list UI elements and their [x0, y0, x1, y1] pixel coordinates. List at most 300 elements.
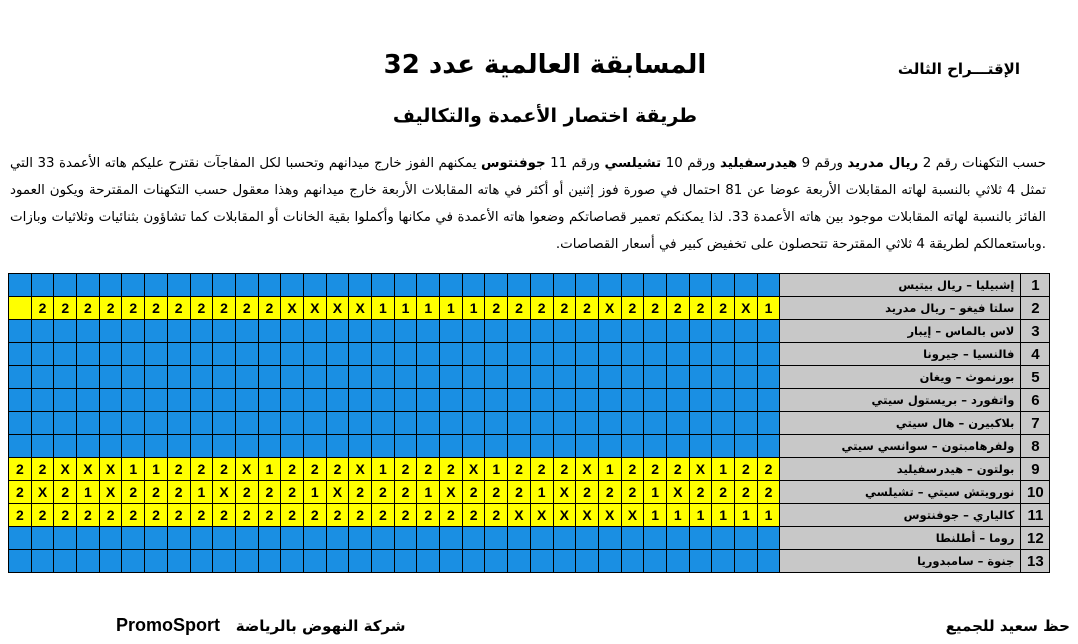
grid-cell [621, 389, 644, 412]
grid-cell [122, 366, 145, 389]
grid-cell [303, 366, 326, 389]
grid-cell [372, 274, 395, 297]
grid-cell [757, 366, 780, 389]
grid-cell [31, 435, 54, 458]
grid-cell [372, 320, 395, 343]
grid-cell [576, 389, 599, 412]
page-subtitle: طريقة اختصار الأعمدة والتكاليف [392, 105, 698, 127]
grid-cell [31, 412, 54, 435]
grid-cell [9, 320, 32, 343]
grid-row [9, 458, 1050, 481]
grid-cell [553, 274, 576, 297]
grid-cell [417, 343, 440, 366]
grid-cell: 2 [644, 458, 667, 481]
grid-cell [281, 366, 304, 389]
grid-cell [99, 435, 122, 458]
grid-cell [440, 550, 463, 573]
grid-cell [349, 412, 372, 435]
match-label: بلاكبيرن – هال سيتي [780, 412, 1021, 435]
grid-cell [666, 550, 689, 573]
grid-cell [689, 550, 712, 573]
grid-cell [394, 550, 417, 573]
grid-cell [644, 343, 667, 366]
grid-cell [258, 527, 281, 550]
grid-row [9, 481, 1050, 504]
grid-cell: 2 [485, 504, 508, 527]
grid-cell: 1 [712, 458, 735, 481]
grid-cell [530, 435, 553, 458]
grid-cell [485, 343, 508, 366]
grid-cell: 1 [417, 481, 440, 504]
grid-cell [145, 274, 168, 297]
match-number: 2 [1021, 297, 1050, 320]
match-label: بولتون – هيدرسفيليد [780, 458, 1021, 481]
grid-cell: X [349, 297, 372, 320]
grid-row [9, 504, 1050, 527]
grid-cell: X [598, 297, 621, 320]
grid-cell: 2 [530, 297, 553, 320]
grid-cell [167, 320, 190, 343]
grid-cell: 2 [757, 458, 780, 481]
grid-cell [553, 320, 576, 343]
grid-cell [508, 412, 531, 435]
grid-cell [326, 435, 349, 458]
grid-cell [553, 527, 576, 550]
grid-cell [213, 320, 236, 343]
grid-cell [9, 274, 32, 297]
grid-cell: 2 [99, 504, 122, 527]
grid-cell [576, 527, 599, 550]
grid-cell [394, 412, 417, 435]
grid-cell: 2 [281, 458, 304, 481]
grid-cell: 2 [145, 297, 168, 320]
grid-cell [417, 320, 440, 343]
grid-cell: 2 [326, 458, 349, 481]
grid-cell [303, 320, 326, 343]
grid-cell [508, 550, 531, 573]
grid-cell [190, 550, 213, 573]
grid-cell: 2 [258, 504, 281, 527]
grid-cell: 1 [757, 504, 780, 527]
grid-cell [621, 343, 644, 366]
prediction-grid [8, 273, 1050, 573]
grid-cell [440, 435, 463, 458]
grid-cell [757, 550, 780, 573]
grid-cell [508, 366, 531, 389]
grid-cell: 2 [303, 504, 326, 527]
grid-cell [213, 389, 236, 412]
match-label: نورويتش سيتي – تشيلسي [780, 481, 1021, 504]
grid-cell: 2 [576, 481, 599, 504]
grid-cell [303, 435, 326, 458]
grid-cell [235, 412, 258, 435]
grid-cell: 2 [167, 504, 190, 527]
grid-cell [598, 527, 621, 550]
grid-cell: 1 [417, 297, 440, 320]
grid-cell [303, 527, 326, 550]
grid-cell: 2 [440, 458, 463, 481]
grid-cell [258, 274, 281, 297]
grid-cell: 2 [31, 458, 54, 481]
grid-row [9, 366, 1050, 389]
grid-cell: X [99, 481, 122, 504]
grid-cell [54, 435, 77, 458]
grid-cell [303, 274, 326, 297]
grid-cell [394, 389, 417, 412]
grid-cell: 2 [122, 481, 145, 504]
grid-cell: X [508, 504, 531, 527]
grid-cell: X [576, 504, 599, 527]
grid-cell [712, 550, 735, 573]
grid-cell [712, 527, 735, 550]
grid-cell [689, 389, 712, 412]
grid-cell: 2 [394, 504, 417, 527]
grid-cell [757, 343, 780, 366]
grid-cell: 2 [145, 504, 168, 527]
grid-cell: 2 [689, 481, 712, 504]
grid-cell: 2 [394, 458, 417, 481]
grid-cell [77, 274, 100, 297]
grid-cell: 2 [372, 481, 395, 504]
grid-cell [303, 389, 326, 412]
grid-cell: 2 [213, 297, 236, 320]
grid-cell: X [735, 297, 758, 320]
grid-cell [553, 343, 576, 366]
grid-cell: 2 [349, 504, 372, 527]
grid-cell [190, 274, 213, 297]
grid-cell [689, 320, 712, 343]
grid-cell: 2 [235, 297, 258, 320]
grid-cell [31, 550, 54, 573]
grid-cell: 2 [757, 481, 780, 504]
grid-cell [99, 366, 122, 389]
grid-cell [213, 435, 236, 458]
match-label: روما – أطلنطا [780, 527, 1021, 550]
grid-cell: 1 [712, 504, 735, 527]
grid-cell: 2 [9, 481, 32, 504]
grid-cell: 2 [621, 481, 644, 504]
grid-cell [145, 366, 168, 389]
grid-cell [99, 320, 122, 343]
grid-cell: 2 [417, 458, 440, 481]
grid-cell [167, 343, 190, 366]
grid-cell: 2 [485, 297, 508, 320]
grid-cell [190, 343, 213, 366]
grid-cell: 2 [213, 504, 236, 527]
match-number: 5 [1021, 366, 1050, 389]
grid-cell [485, 550, 508, 573]
grid-cell [99, 550, 122, 573]
grid-cell [462, 343, 485, 366]
grid-cell [213, 274, 236, 297]
grid-cell [462, 274, 485, 297]
grid-cell: 2 [530, 458, 553, 481]
grid-cell: 2 [508, 297, 531, 320]
grid-cell [462, 527, 485, 550]
grid-cell [576, 412, 599, 435]
grid-cell [258, 550, 281, 573]
grid-cell [485, 527, 508, 550]
grid-cell [735, 343, 758, 366]
grid-cell [303, 412, 326, 435]
company-credit [116, 615, 406, 636]
grid-cell [349, 527, 372, 550]
grid-cell [213, 550, 236, 573]
grid-cell [54, 550, 77, 573]
grid-cell [440, 412, 463, 435]
intro-paragraph: حسب التكهنات رقم 2 ريال مدريد ورقم 9 هيدرسفيليد ورقم 10 تشيلسي ورقم 11 جوفنتوس يمكنهم الفوز خارج ميدانهم وتحسبا لكل المفاجآت نقترح عليكم هاته الأعمدة 33 التي تمثل 4 ثلاثي بالنسبة لهاته المقابلات الأربعة عوضا عن 81 احتمال في صورة فوز إثنين أو أكثر في هاته المقابلات الأربعة خارج ميدانهم وهذا معقول حسب التكهنات المقترحة ويكون العمود الفائز بالنسبة لهاته المقابلات موجود بين هاته الأعمدة 33. لذا يمكنكم تعمير قصاصاتكم وضعوا هاته الأعمدة في مكانها وأكملوا بقية الخانات أو المقابلات كما تشاؤون بثنائيات وثلاثيات وبازات .وباستعمالكم لطريقة 4 ثلاثي المقترحة تتحصلون على تخفيض كبير في أسعار القصاصات. [10, 156, 1046, 252]
grid-cell [167, 389, 190, 412]
grid-cell: 1 [122, 458, 145, 481]
grid-cell [621, 274, 644, 297]
grid-cell: X [553, 481, 576, 504]
grid-cell [281, 320, 304, 343]
grid-cell [122, 412, 145, 435]
grid-cell: 2 [145, 481, 168, 504]
grid-cell: 2 [417, 504, 440, 527]
grid-cell [598, 389, 621, 412]
grid-cell [757, 527, 780, 550]
grid-cell [644, 389, 667, 412]
match-number: 12 [1021, 527, 1050, 550]
grid-cell: 2 [666, 458, 689, 481]
grid-cell [190, 412, 213, 435]
grid-cell [258, 366, 281, 389]
grid-cell [712, 412, 735, 435]
grid-cell [9, 412, 32, 435]
grid-row [9, 435, 1050, 458]
grid-cell: 2 [31, 504, 54, 527]
brand-name: PromoSport [116, 615, 221, 635]
grid-cell [99, 527, 122, 550]
grid-cell [213, 527, 236, 550]
grid-cell [666, 389, 689, 412]
proposal-label: الإقتـــراح الثالث [897, 60, 1020, 78]
grid-cell: 2 [258, 297, 281, 320]
grid-cell [440, 389, 463, 412]
grid-cell: X [553, 504, 576, 527]
grid-cell: 2 [644, 297, 667, 320]
grid-cell [9, 527, 32, 550]
grid-cell [689, 527, 712, 550]
grid-cell [712, 320, 735, 343]
grid-cell: 2 [462, 481, 485, 504]
grid-cell [145, 343, 168, 366]
grid-cell [145, 527, 168, 550]
grid-cell [281, 550, 304, 573]
grid-cell [530, 527, 553, 550]
grid-cell [689, 343, 712, 366]
grid-cell: 1 [258, 458, 281, 481]
grid-cell: X [440, 481, 463, 504]
grid-cell [440, 527, 463, 550]
grid-cell: X [462, 458, 485, 481]
grid-cell [372, 366, 395, 389]
grid-cell [485, 320, 508, 343]
grid-cell [349, 389, 372, 412]
grid-cell: 2 [235, 504, 258, 527]
grid-cell [235, 366, 258, 389]
grid-cell [666, 320, 689, 343]
grid-cell: 2 [31, 297, 54, 320]
grid-cell [54, 527, 77, 550]
grid-cell [689, 412, 712, 435]
grid-cell [349, 274, 372, 297]
grid-cell [621, 527, 644, 550]
match-label: فالنسيا – جيرونا [780, 343, 1021, 366]
grid-cell: 2 [99, 297, 122, 320]
grid-cell [326, 320, 349, 343]
grid-cell [598, 343, 621, 366]
grid-cell [145, 550, 168, 573]
grid-cell [576, 343, 599, 366]
grid-cell [326, 343, 349, 366]
grid-row [9, 412, 1050, 435]
grid-cell [281, 435, 304, 458]
grid-cell [530, 550, 553, 573]
grid-cell [190, 366, 213, 389]
grid-cell [598, 320, 621, 343]
grid-cell: X [326, 481, 349, 504]
grid-cell [9, 343, 32, 366]
grid-cell: 2 [462, 504, 485, 527]
grid-cell: 2 [167, 297, 190, 320]
grid-cell [757, 274, 780, 297]
grid-cell [644, 550, 667, 573]
grid-cell: X [213, 481, 236, 504]
grid-cell [735, 366, 758, 389]
grid-row [9, 343, 1050, 366]
grid-cell [326, 274, 349, 297]
grid-cell: 1 [735, 504, 758, 527]
grid-cell [394, 366, 417, 389]
grid-cell: 2 [281, 504, 304, 527]
grid-cell: 2 [621, 458, 644, 481]
grid-cell [281, 389, 304, 412]
grid-cell: 2 [9, 458, 32, 481]
grid-cell [644, 366, 667, 389]
grid-cell [621, 320, 644, 343]
grid-cell [735, 435, 758, 458]
grid-cell [372, 527, 395, 550]
grid-cell [167, 550, 190, 573]
grid-cell [31, 274, 54, 297]
grid-cell [9, 389, 32, 412]
grid-cell [553, 550, 576, 573]
grid-cell [576, 435, 599, 458]
grid-cell [235, 435, 258, 458]
grid-cell [394, 343, 417, 366]
grid-cell [598, 366, 621, 389]
grid-cell: 2 [349, 481, 372, 504]
grid-cell: 2 [9, 504, 32, 527]
grid-cell [349, 343, 372, 366]
grid-cell: X [666, 481, 689, 504]
grid-cell [417, 366, 440, 389]
grid-cell: 2 [213, 458, 236, 481]
grid-row [9, 320, 1050, 343]
grid-cell [190, 435, 213, 458]
grid-cell: 2 [735, 481, 758, 504]
grid-cell [77, 366, 100, 389]
grid-cell [644, 435, 667, 458]
grid-cell: 2 [54, 504, 77, 527]
grid-cell [122, 550, 145, 573]
grid-cell: 1 [190, 481, 213, 504]
grid-cell [213, 366, 236, 389]
grid-cell [372, 343, 395, 366]
grid-cell [31, 343, 54, 366]
grid-cell: 2 [440, 504, 463, 527]
grid-cell: 2 [54, 481, 77, 504]
grid-cell: X [235, 458, 258, 481]
grid-cell [77, 550, 100, 573]
grid-cell [54, 412, 77, 435]
grid-cell [735, 550, 758, 573]
grid-cell [326, 389, 349, 412]
grid-cell: 1 [372, 297, 395, 320]
grid-cell: 2 [77, 297, 100, 320]
grid-cell [462, 412, 485, 435]
grid-cell [213, 343, 236, 366]
grid-cell [326, 527, 349, 550]
grid-cell [508, 389, 531, 412]
grid-cell [440, 343, 463, 366]
grid-cell [530, 412, 553, 435]
grid-cell [735, 320, 758, 343]
match-label: جنوة – سامبدوريا [780, 550, 1021, 573]
grid-cell [167, 435, 190, 458]
grid-cell [122, 389, 145, 412]
match-number: 11 [1021, 504, 1050, 527]
grid-cell: 2 [598, 481, 621, 504]
grid-cell [281, 343, 304, 366]
grid-cell: 2 [122, 504, 145, 527]
grid-cell [485, 389, 508, 412]
good-luck-text: حظ سعيد للجميع [945, 617, 1070, 635]
grid-cell [666, 274, 689, 297]
grid-cell [145, 412, 168, 435]
grid-cell [77, 435, 100, 458]
grid-cell: 2 [167, 481, 190, 504]
grid-cell: 1 [462, 297, 485, 320]
grid-cell [757, 389, 780, 412]
grid-cell: 2 [258, 481, 281, 504]
grid-cell: 2 [621, 297, 644, 320]
grid-cell [190, 389, 213, 412]
grid-cell [462, 550, 485, 573]
grid-cell [666, 343, 689, 366]
grid-cell [372, 550, 395, 573]
grid-cell: 1 [598, 458, 621, 481]
grid-cell: 1 [644, 504, 667, 527]
match-number: 8 [1021, 435, 1050, 458]
grid-cell: 2 [689, 297, 712, 320]
grid-cell [757, 412, 780, 435]
grid-cell [54, 274, 77, 297]
grid-cell [235, 527, 258, 550]
match-number: 9 [1021, 458, 1050, 481]
grid-cell: 2 [77, 504, 100, 527]
grid-cell [9, 435, 32, 458]
grid-cell [508, 320, 531, 343]
grid-cell: 2 [303, 458, 326, 481]
grid-cell [462, 320, 485, 343]
grid-cell: 2 [553, 458, 576, 481]
grid-cell [281, 412, 304, 435]
grid-cell [235, 343, 258, 366]
grid-cell: X [326, 297, 349, 320]
